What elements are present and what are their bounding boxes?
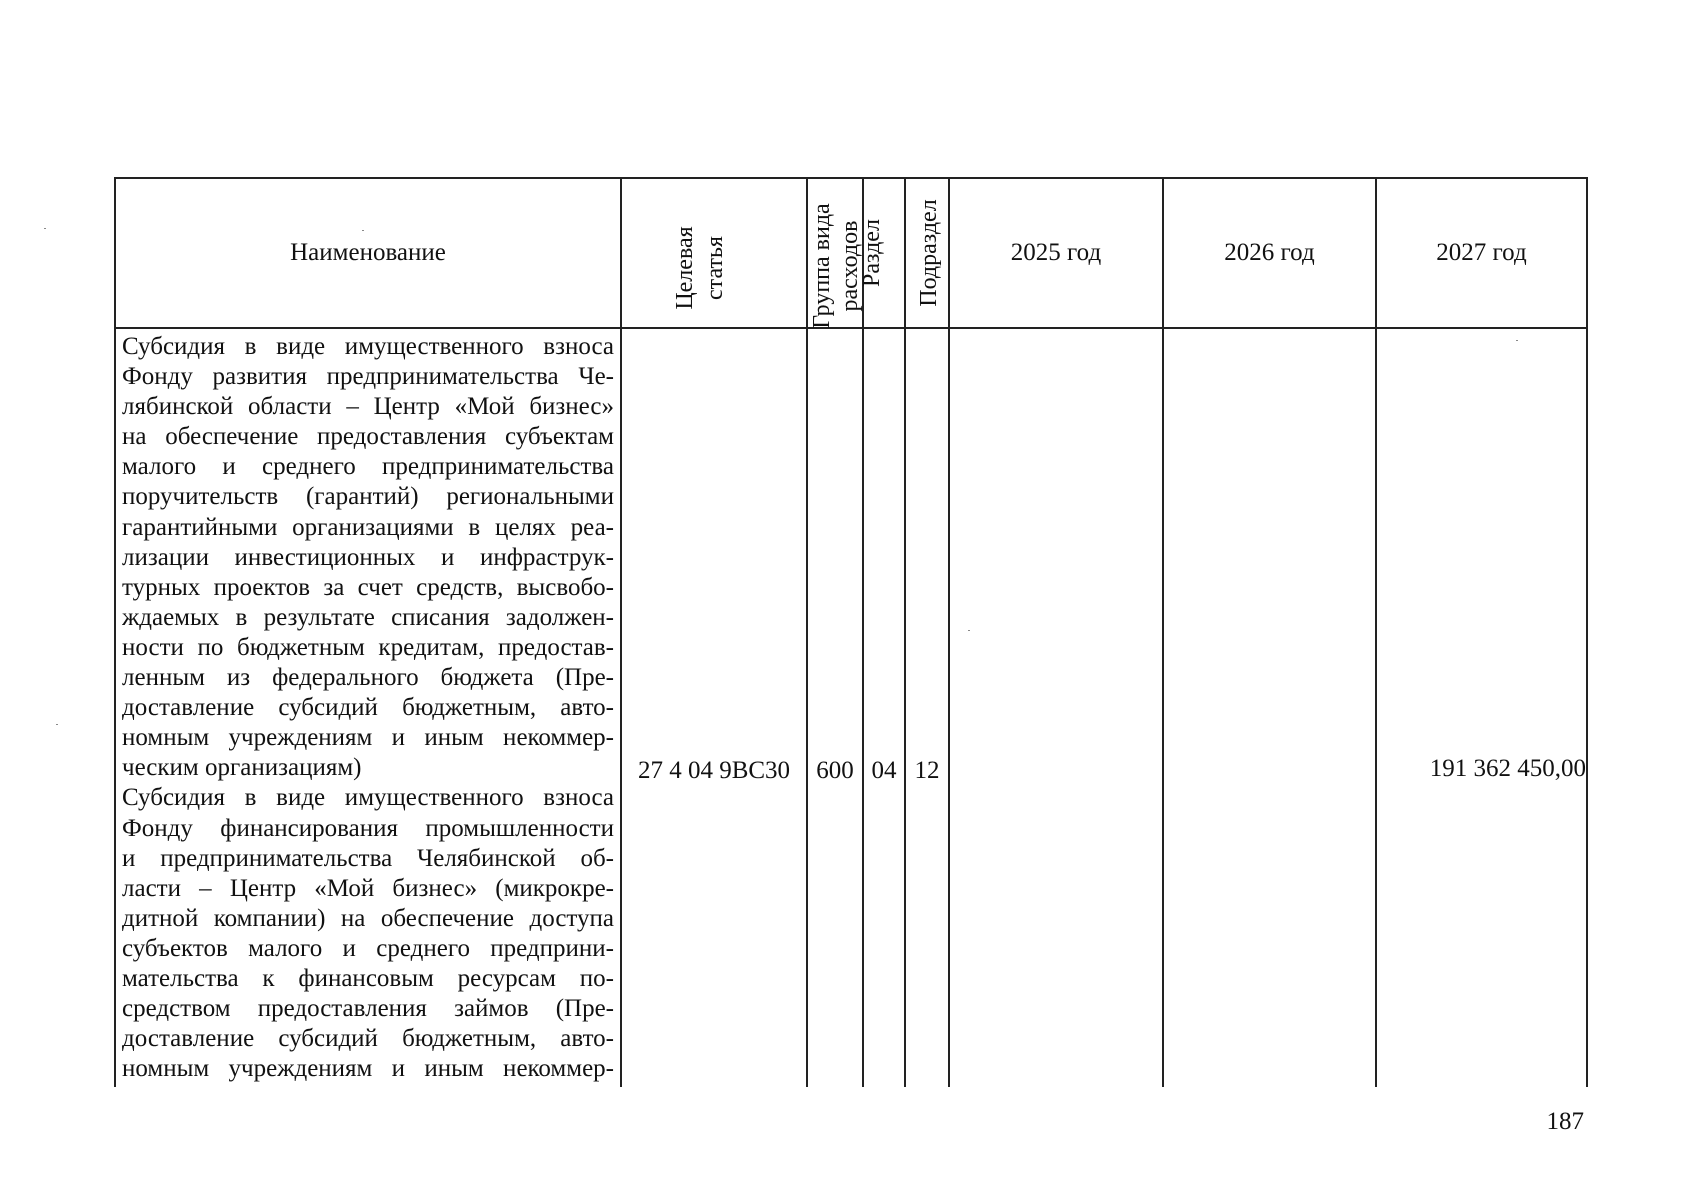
- cell-year-2026: [1164, 754, 1375, 788]
- description-line: средством предоставления займов (Пре-: [122, 995, 614, 1023]
- description-line: Фонду развития предпринимательства Че-: [122, 363, 614, 391]
- description-line: ности по бюджетным кредитам, предостав-: [122, 633, 614, 661]
- header-subsection-label: Подраздел: [916, 199, 942, 307]
- scan-speck: [44, 228, 46, 229]
- scan-speck: [56, 724, 58, 725]
- cell-expense-group: [808, 754, 862, 788]
- section-value: 04: [871, 757, 897, 784]
- description-line: доставление субсидий бюджетным, авто-: [122, 694, 614, 722]
- header-target-article-label: Целевая статья: [672, 226, 728, 310]
- description-line: ленным из федерального бюджета (Пре-: [122, 664, 614, 692]
- description-line: номным учреждениям и иным некоммер-: [122, 1055, 614, 1083]
- description-line: Фонду финансирования промышленности: [122, 814, 614, 842]
- cell-year-2025: [950, 754, 1162, 788]
- target-article-value: 27 4 04 9ВС30: [637, 757, 791, 784]
- description-line: и предпринимательства Челябинской об-: [122, 844, 614, 872]
- scan-speck: [1516, 340, 1518, 341]
- description-line: субъектов малого и среднего предприни-: [122, 934, 614, 962]
- header-section: [858, 203, 888, 303]
- description-line: доставление субсидий бюджетным, авто-: [122, 1025, 614, 1053]
- header-year-2026: [1164, 179, 1375, 327]
- expense-group-value: 600: [816, 757, 854, 784]
- row-description: [122, 332, 614, 1084]
- description-line: Субсидия в виде имущественного взноса: [122, 784, 614, 812]
- year-2027-value: 191 362 450,00: [1429, 755, 1586, 782]
- description-line: мательства к финансовым ресурсам по-: [122, 964, 614, 992]
- description-line: номным учреждениям и иным некоммер-: [122, 724, 614, 752]
- description-line: ласти – Центр «Мой бизнес» (микрокре-: [122, 874, 614, 902]
- cell-section: [864, 754, 904, 788]
- description-line: лизации инвестиционных и инфраструк-: [122, 543, 614, 571]
- description-line: турных проектов за счет средств, высвобо-: [122, 573, 614, 601]
- col-divider-name: [620, 177, 622, 1087]
- cell-year-2027: [1430, 754, 1586, 784]
- cell-target-article: [622, 754, 806, 788]
- header-year-2025-label: 2025 год: [1010, 239, 1102, 266]
- col-divider-section: [904, 177, 906, 1087]
- subsection-value: 12: [914, 757, 940, 784]
- description-line: Субсидия в виде имущественного взноса: [122, 333, 614, 360]
- header-target-article: [670, 198, 730, 338]
- description-line: дитной компании) на обеспечение доступа: [122, 904, 614, 932]
- description-line: ждаемых в результате списания задолжен-: [122, 603, 614, 631]
- header-expense-group-label: Группа вида расходов: [809, 203, 863, 329]
- page-number: 187: [1546, 1108, 1584, 1135]
- header-year-2027-label: 2027 год: [1436, 239, 1527, 266]
- header-subsection: [915, 189, 945, 317]
- header-year-2025: [950, 179, 1162, 327]
- scan-speck: [362, 230, 364, 231]
- header-name: [116, 179, 620, 327]
- table-right-border: [1586, 177, 1588, 1087]
- header-year-2027: [1377, 179, 1586, 327]
- header-expense-group: [808, 192, 864, 340]
- description-line: малого и среднего предпринимательства: [122, 453, 614, 481]
- cell-subsection: [906, 754, 948, 788]
- header-year-2026-label: 2026 год: [1224, 239, 1315, 266]
- description-line: гарантийными организациями в целях реа-: [122, 513, 614, 541]
- description-line: поручительств (гарантий) региональными: [122, 483, 614, 511]
- description-line: ческим организациям): [122, 754, 362, 782]
- description-line: на обеспечение предоставления субъектам: [122, 423, 614, 451]
- header-name-label: Наименование: [290, 239, 446, 266]
- scan-speck: [968, 630, 970, 631]
- description-line: лябинской области – Центр «Мой бизнес»: [122, 393, 614, 421]
- header-section-label: Раздел: [859, 219, 885, 287]
